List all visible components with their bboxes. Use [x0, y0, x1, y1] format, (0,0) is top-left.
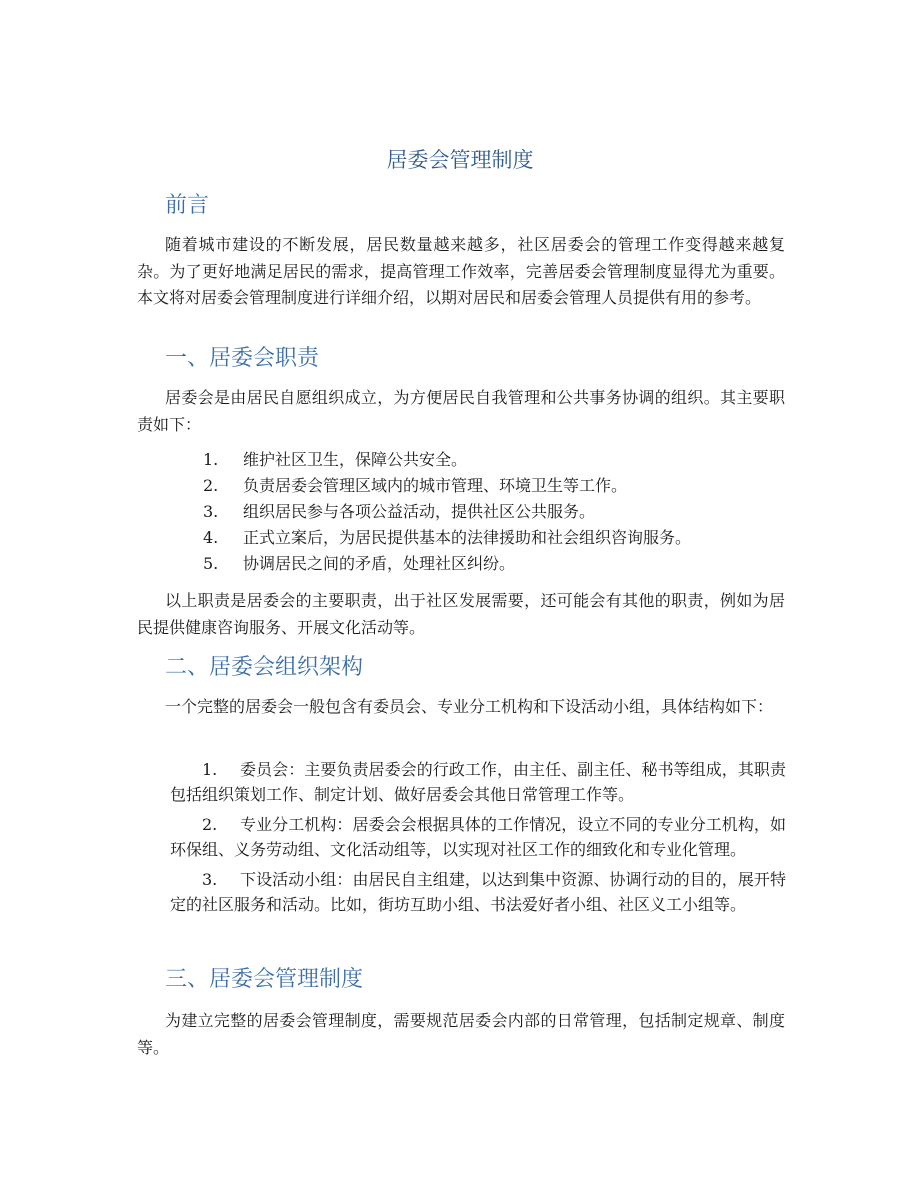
list-item — [137, 447, 785, 473]
list-item-number: 3. — [203, 502, 219, 521]
section-heading-preface: 前言 — [165, 193, 210, 218]
list-item-text: 下设活动小组：由居民自主组建，以达到集中资源、协调行动的目的，展开特定的社区服务和活动。比如，街坊互助小组、书法爱好者小组、社区义工小组等。 — [170, 870, 786, 914]
list-item-text: 组织居民参与各项公益活动，提供社区公共服务。 — [243, 502, 596, 521]
list-item-number: 3. — [202, 870, 218, 889]
list-item-text: 协调居民之间的矛盾，处理社区纠纷。 — [243, 554, 516, 573]
list-item-text: 维护社区卫生，保障公共安全。 — [243, 450, 468, 469]
section-heading-management-rules: 三、居委会管理制度 — [165, 967, 364, 992]
list-item — [137, 499, 785, 525]
list-item-text: 负责居委会管理区域内的城市管理、环境卫生等工作。 — [243, 476, 628, 495]
list-item-number: 5. — [203, 554, 219, 573]
list-item-number: 2. — [203, 476, 219, 495]
list-item-number: 2. — [202, 815, 218, 834]
duties-list — [137, 447, 785, 577]
duties-outro-paragraph: 以上职责是居委会的主要职责，出于社区发展需要，还可能会有其他的职责，例如为居民提供健康咨询服务、开展文化活动等。 — [137, 591, 785, 637]
list-item-number: 1. — [203, 450, 219, 469]
list-item-number: 1. — [202, 760, 218, 779]
section-heading-duties: 一、居委会职责 — [165, 346, 320, 371]
list-item-number: 4. — [203, 528, 219, 547]
structure-list — [170, 758, 786, 917]
section-heading-structure: 二、居委会组织架构 — [165, 655, 364, 680]
list-item-text: 委员会：主要负责居委会的行政工作，由主任、副主任、秘书等组成，其职责包括组织策划工作、制定计划、做好居委会其他日常管理工作等。 — [170, 760, 786, 804]
list-item — [137, 473, 785, 499]
list-item — [170, 758, 786, 807]
structure-intro-paragraph: 一个完整的居委会一般包含有委员会、专业分工机构和下设活动小组，具体结构如下： — [165, 697, 774, 716]
list-item-text: 专业分工机构：居委会会根据具体的工作情况，设立不同的专业分工机构，如环保组、义务劳动组、文化活动组等，以实现对社区工作的细致化和专业化管理。 — [170, 815, 786, 859]
list-item — [137, 525, 785, 551]
list-item-text: 正式立案后，为居民提供基本的法律援助和社会组织咨询服务。 — [243, 528, 692, 547]
document-title: 居委会管理制度 — [386, 148, 534, 172]
management-rules-paragraph: 为建立完整的居委会管理制度，需要规范居委会内部的日常管理，包括制定规章、制度等。 — [137, 1011, 785, 1057]
list-item — [170, 868, 786, 917]
list-item — [137, 551, 785, 577]
duties-intro-paragraph: 居委会是由居民自愿组织成立，为方便居民自我管理和公共事务协调的组织。其主要职责如下： — [137, 388, 785, 434]
preface-paragraph: 随着城市建设的不断发展，居民数量越来越多，社区居委会的管理工作变得越来越复杂。为了更好地满足居民的需求，提高管理工作效率，完善居委会管理制度显得尤为重要。本文将对居委会管理制度进行详细介绍，以期对居民和居委会管理人员提供有用的参考。 — [137, 235, 785, 307]
list-item — [170, 813, 786, 862]
